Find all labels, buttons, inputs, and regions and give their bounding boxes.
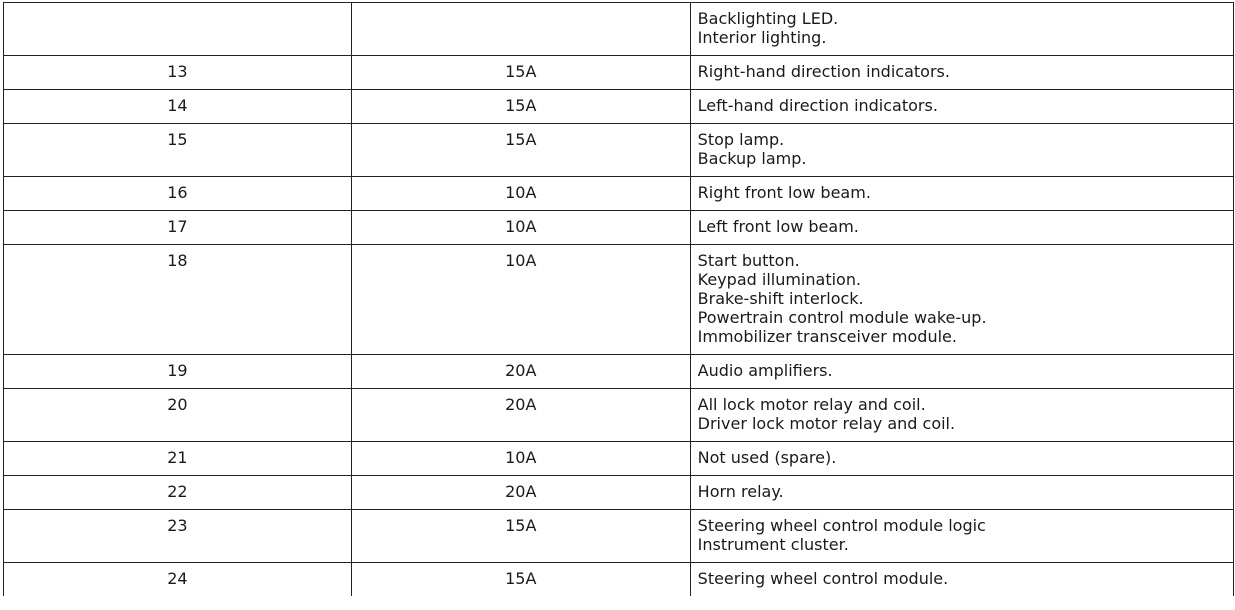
fuse-number-cell: 17: [4, 211, 352, 245]
circuit-line: Driver lock motor relay and coil.: [697, 414, 956, 433]
table-row: [4, 563, 1234, 597]
circuit-line: Instrument cluster.: [697, 535, 849, 554]
protected-circuits-cell: [690, 389, 1233, 442]
table-row: [4, 389, 1234, 442]
table-row: [4, 90, 1234, 124]
circuit-line: Stop lamp.: [697, 130, 785, 149]
fuse-number-cell: 24: [4, 563, 352, 597]
fuse-rating-cell: 10A: [351, 442, 690, 476]
fuse-rating-cell: 20A: [351, 476, 690, 510]
fuse-number-cell: 22: [4, 476, 352, 510]
table-row: [4, 245, 1234, 355]
table-row: [4, 211, 1234, 245]
table-row: [4, 177, 1234, 211]
protected-circuits-cell: [690, 355, 1233, 389]
circuit-line: Left-hand direction indicators.: [697, 96, 938, 115]
fuse-number-cell: 21: [4, 442, 352, 476]
fuse-rating-cell: 20A: [351, 389, 690, 442]
fuse-rating-cell: 10A: [351, 177, 690, 211]
table-row: [4, 510, 1234, 563]
circuit-line: Backlighting LED.: [697, 9, 839, 28]
fuse-number-cell: 16: [4, 177, 352, 211]
fuse-rating-cell: 20A: [351, 355, 690, 389]
circuit-line: Keypad illumination.: [697, 270, 862, 289]
circuit-line: Steering wheel control module logic: [697, 516, 986, 535]
table-row: [4, 442, 1234, 476]
protected-circuits-cell: [690, 56, 1233, 90]
circuit-line: Brake-shift interlock.: [697, 289, 864, 308]
fuse-table-body: [4, 3, 1234, 597]
circuit-line: Interior lighting.: [697, 28, 827, 47]
circuit-line: Immobilizer transceiver module.: [697, 327, 957, 346]
circuit-line: Powertrain control module wake-up.: [697, 308, 987, 327]
protected-circuits-cell: [690, 245, 1233, 355]
fuse-number-cell: 14: [4, 90, 352, 124]
circuit-line: Start button.: [697, 251, 800, 270]
fuse-number-cell: 15: [4, 124, 352, 177]
fuse-rating-cell: [351, 3, 690, 56]
protected-circuits-cell: [690, 563, 1233, 597]
fuse-number-cell: 19: [4, 355, 352, 389]
circuit-line: All lock motor relay and coil.: [697, 395, 926, 414]
protected-circuits-cell: [690, 510, 1233, 563]
table-row: [4, 56, 1234, 90]
fuse-rating-cell: 15A: [351, 563, 690, 597]
protected-circuits-cell: [690, 3, 1233, 56]
fuse-number-cell: 18: [4, 245, 352, 355]
fuse-rating-cell: 10A: [351, 245, 690, 355]
protected-circuits-cell: [690, 476, 1233, 510]
circuit-line: Right-hand direction indicators.: [697, 62, 950, 81]
table-row: [4, 476, 1234, 510]
fuse-number-cell: 23: [4, 510, 352, 563]
table-row: [4, 355, 1234, 389]
circuit-line: Audio amplifiers.: [697, 361, 833, 380]
fuse-number-cell: [4, 3, 352, 56]
circuit-line: Horn relay.: [697, 482, 784, 501]
protected-circuits-cell: [690, 442, 1233, 476]
fuse-number-cell: 20: [4, 389, 352, 442]
circuit-line: Left front low beam.: [697, 217, 859, 236]
table-row: [4, 3, 1234, 56]
circuit-line: Not used (spare).: [697, 448, 837, 467]
protected-circuits-cell: [690, 211, 1233, 245]
protected-circuits-cell: [690, 177, 1233, 211]
circuit-line: Backup lamp.: [697, 149, 807, 168]
fuse-rating-cell: 15A: [351, 510, 690, 563]
fuse-rating-cell: 15A: [351, 90, 690, 124]
fuse-rating-cell: 10A: [351, 211, 690, 245]
circuit-line: Steering wheel control module.: [697, 569, 949, 588]
table-row: [4, 124, 1234, 177]
protected-circuits-cell: [690, 124, 1233, 177]
fuse-rating-cell: 15A: [351, 56, 690, 90]
protected-circuits-cell: [690, 90, 1233, 124]
fuse-number-cell: 13: [4, 56, 352, 90]
fuse-table: [3, 2, 1234, 596]
fuse-rating-cell: 15A: [351, 124, 690, 177]
circuit-line: Right front low beam.: [697, 183, 871, 202]
